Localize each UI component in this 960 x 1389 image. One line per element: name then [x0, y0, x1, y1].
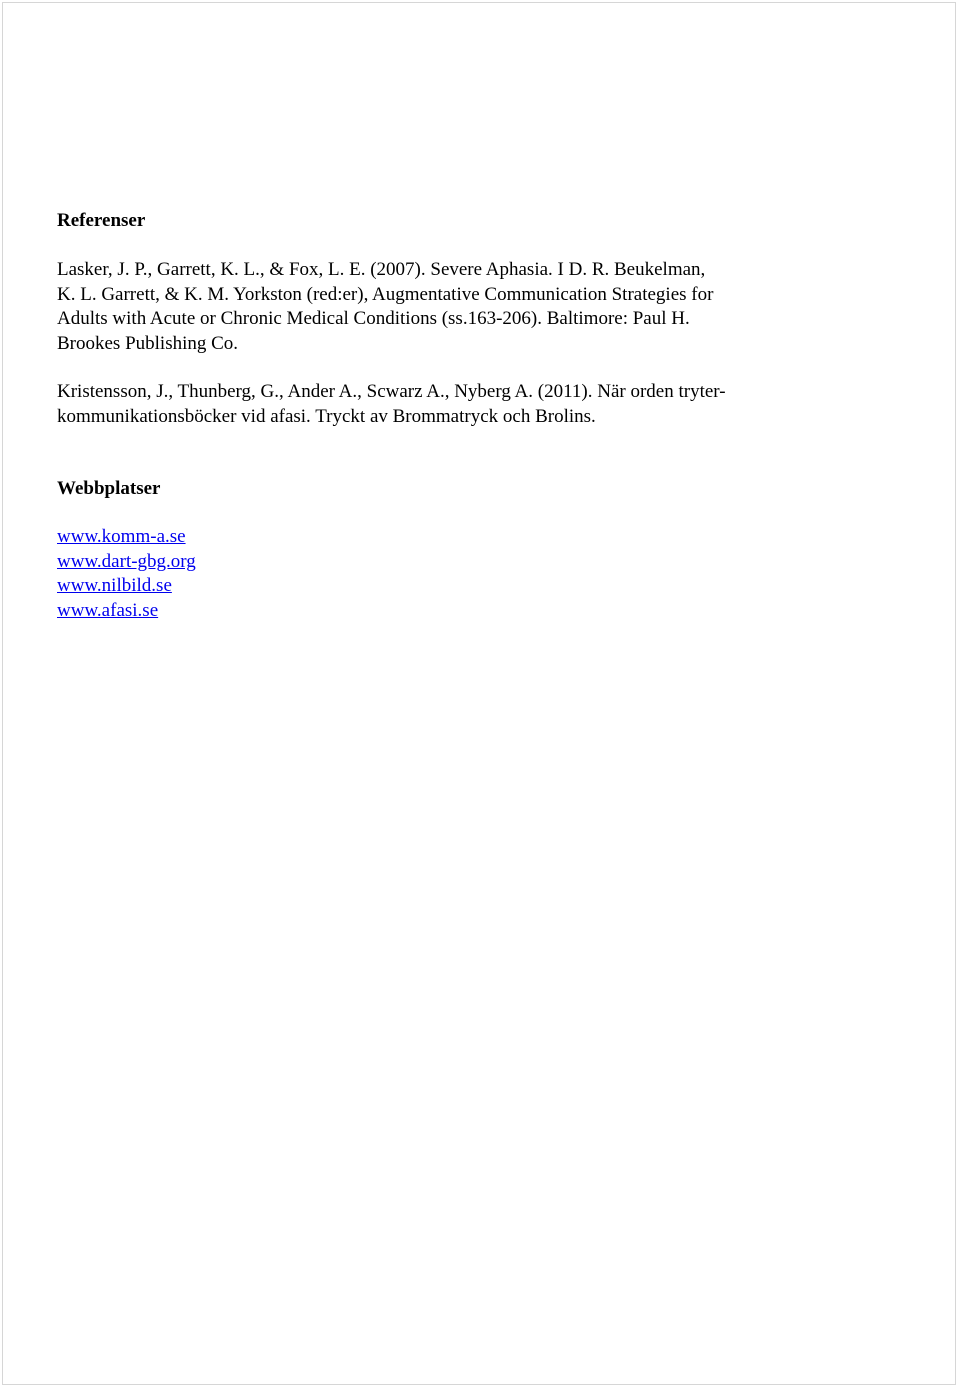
reference-line: Brookes Publishing Co. [57, 332, 239, 354]
reference-line: Lasker, J. P., Garrett, K. L., & Fox, L. E. (2007). Severe Aphasia. I D. R. Beukelman, [57, 259, 706, 280]
list-item [57, 574, 837, 599]
reference-line: kommunikationsböcker vid afasi. Tryckt av Brommatryck och Brolins. [57, 405, 596, 427]
websites-heading: Webbplatser [57, 478, 161, 499]
reference-line: Kristensson, J., Thunberg, G., Ander A., Scwarz A., Nyberg A. (2011). När orden tryter- [57, 381, 726, 402]
website-link-afasi[interactable]: www.afasi.se [57, 599, 159, 621]
document-page [2, 2, 956, 1385]
website-list [57, 525, 837, 623]
list-item [57, 599, 837, 624]
references-heading: Referenser [57, 210, 146, 231]
list-item [57, 525, 837, 550]
website-link-komm-a[interactable]: www.komm-a.se [57, 526, 186, 547]
page-content [57, 209, 837, 623]
website-link-nilbild[interactable]: www.nilbild.se [57, 575, 172, 596]
reference-line: K. L. Garrett, & K. M. Yorkston (red:er), Augmentative Communication Strategies for [57, 283, 714, 305]
reference-entry [57, 258, 837, 356]
list-item [57, 550, 837, 575]
reference-line: Adults with Acute or Chronic Medical Conditions (ss.163-206). Baltimore: Paul H. [57, 308, 690, 329]
website-link-dart-gbg[interactable]: www.dart-gbg.org [57, 550, 196, 572]
reference-entry [57, 380, 837, 429]
